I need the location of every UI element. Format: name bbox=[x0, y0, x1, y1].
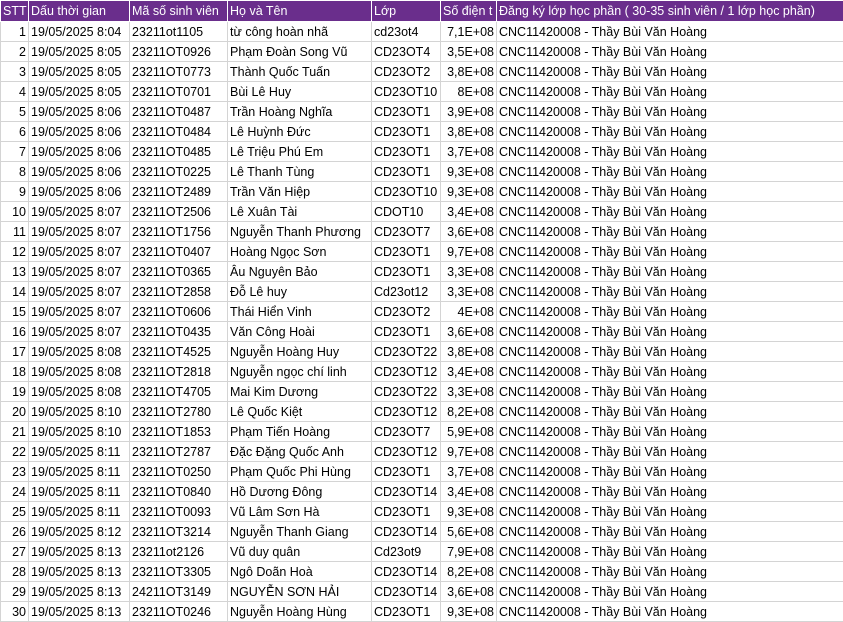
cell-stt[interactable]: 12 bbox=[1, 242, 29, 262]
cell-full-name[interactable]: Vũ Lâm Sơn Hà bbox=[228, 502, 372, 522]
cell-stt[interactable]: 2 bbox=[1, 42, 29, 62]
cell-course-registration[interactable]: CNC11420008 - Thầy Bùi Văn Hoàng bbox=[497, 562, 843, 582]
cell-class[interactable]: CD23OT1 bbox=[372, 142, 441, 162]
cell-full-name[interactable]: Nguyễn Hoàng Hùng bbox=[228, 602, 372, 622]
cell-stt[interactable]: 22 bbox=[1, 442, 29, 462]
cell-student-id[interactable]: 23211OT0093 bbox=[130, 502, 228, 522]
cell-student-id[interactable]: 23211OT0487 bbox=[130, 102, 228, 122]
cell-full-name[interactable]: Hoàng Ngọc Sơn bbox=[228, 242, 372, 262]
table-row bbox=[1, 582, 843, 602]
cell-stt[interactable]: 1 bbox=[1, 22, 29, 42]
cell-student-id[interactable]: 23211OT0926 bbox=[130, 42, 228, 62]
cell-student-id[interactable]: 23211OT2818 bbox=[130, 362, 228, 382]
cell-phone[interactable]: 8E+08 bbox=[441, 82, 497, 102]
cell-course-registration[interactable]: CNC11420008 - Thầy Bùi Văn Hoàng bbox=[497, 322, 843, 342]
cell-stt[interactable]: 5 bbox=[1, 102, 29, 122]
cell-student-id[interactable]: 23211OT0250 bbox=[130, 462, 228, 482]
cell-stt[interactable]: 17 bbox=[1, 342, 29, 362]
cell-course-registration[interactable]: CNC11420008 - Thầy Bùi Văn Hoàng bbox=[497, 442, 843, 462]
cell-timestamp[interactable]: 19/05/2025 8:06 bbox=[29, 102, 130, 122]
cell-student-id[interactable]: 23211OT0407 bbox=[130, 242, 228, 262]
cell-full-name[interactable]: Phạm Tiến Hoàng bbox=[228, 422, 372, 442]
cell-student-id[interactable]: 23211ot2126 bbox=[130, 542, 228, 562]
cell-phone[interactable]: 9,3E+08 bbox=[441, 162, 497, 182]
cell-full-name[interactable]: Nguyễn ngọc chí linh bbox=[228, 362, 372, 382]
table-row bbox=[1, 482, 843, 502]
cell-full-name[interactable]: Lê Quốc Kiệt bbox=[228, 402, 372, 422]
cell-phone[interactable]: 7,9E+08 bbox=[441, 542, 497, 562]
table-row bbox=[1, 22, 843, 42]
cell-full-name[interactable]: NGUYỄN SƠN HẢI bbox=[228, 582, 372, 602]
cell-full-name[interactable]: Thành Quốc Tuấn bbox=[228, 62, 372, 82]
cell-timestamp[interactable]: 19/05/2025 8:13 bbox=[29, 602, 130, 622]
cell-phone[interactable]: 3,4E+08 bbox=[441, 482, 497, 502]
cell-stt[interactable]: 9 bbox=[1, 182, 29, 202]
cell-timestamp[interactable]: 19/05/2025 8:05 bbox=[29, 42, 130, 62]
cell-class[interactable]: Cd23ot9 bbox=[372, 542, 441, 562]
cell-course-registration[interactable]: CNC11420008 - Thầy Bùi Văn Hoàng bbox=[497, 62, 843, 82]
cell-course-registration[interactable]: CNC11420008 - Thầy Bùi Văn Hoàng bbox=[497, 202, 843, 222]
table-row bbox=[1, 242, 843, 262]
cell-full-name[interactable]: Văn Công Hoài bbox=[228, 322, 372, 342]
cell-stt[interactable]: 18 bbox=[1, 362, 29, 382]
cell-course-registration[interactable]: CNC11420008 - Thầy Bùi Văn Hoàng bbox=[497, 242, 843, 262]
cell-stt[interactable]: 16 bbox=[1, 322, 29, 342]
cell-student-id[interactable]: 23211OT0365 bbox=[130, 262, 228, 282]
table-row bbox=[1, 362, 843, 382]
header-row bbox=[1, 1, 843, 22]
cell-phone[interactable]: 3,9E+08 bbox=[441, 102, 497, 122]
cell-timestamp[interactable]: 19/05/2025 8:07 bbox=[29, 222, 130, 242]
cell-stt[interactable]: 23 bbox=[1, 462, 29, 482]
cell-course-registration[interactable]: CNC11420008 - Thầy Bùi Văn Hoàng bbox=[497, 462, 843, 482]
cell-timestamp[interactable]: 19/05/2025 8:11 bbox=[29, 482, 130, 502]
table-row bbox=[1, 142, 843, 162]
cell-class[interactable]: CD23OT7 bbox=[372, 222, 441, 242]
table-row bbox=[1, 262, 843, 282]
cell-phone[interactable]: 8,2E+08 bbox=[441, 402, 497, 422]
cell-timestamp[interactable]: 19/05/2025 8:11 bbox=[29, 442, 130, 462]
cell-class[interactable]: CDOT10 bbox=[372, 202, 441, 222]
cell-timestamp[interactable]: 19/05/2025 8:06 bbox=[29, 142, 130, 162]
cell-course-registration[interactable]: CNC11420008 - Thầy Bùi Văn Hoàng bbox=[497, 342, 843, 362]
table-row bbox=[1, 122, 843, 142]
cell-class[interactable]: CD23OT4 bbox=[372, 42, 441, 62]
cell-course-registration[interactable]: CNC11420008 - Thầy Bùi Văn Hoàng bbox=[497, 182, 843, 202]
cell-phone[interactable]: 9,3E+08 bbox=[441, 602, 497, 622]
cell-student-id[interactable]: 23211OT2489 bbox=[130, 182, 228, 202]
table-row bbox=[1, 62, 843, 82]
table-row bbox=[1, 522, 843, 542]
cell-class[interactable]: CD23OT1 bbox=[372, 102, 441, 122]
cell-student-id[interactable]: 23211OT1853 bbox=[130, 422, 228, 442]
cell-class[interactable]: CD23OT1 bbox=[372, 162, 441, 182]
cell-course-registration[interactable]: CNC11420008 - Thầy Bùi Văn Hoàng bbox=[497, 382, 843, 402]
cell-stt[interactable]: 20 bbox=[1, 402, 29, 422]
cell-student-id[interactable]: 23211OT0840 bbox=[130, 482, 228, 502]
cell-class[interactable]: CD23OT1 bbox=[372, 502, 441, 522]
cell-student-id[interactable]: 23211OT2506 bbox=[130, 202, 228, 222]
cell-course-registration[interactable]: CNC11420008 - Thầy Bùi Văn Hoàng bbox=[497, 482, 843, 502]
table-body bbox=[1, 22, 843, 622]
cell-full-name[interactable]: Phạm Đoàn Song Vũ bbox=[228, 42, 372, 62]
cell-course-registration[interactable]: CNC11420008 - Thầy Bùi Văn Hoàng bbox=[497, 42, 843, 62]
cell-stt[interactable]: 19 bbox=[1, 382, 29, 402]
header-class[interactable]: Lớp bbox=[372, 1, 441, 22]
cell-timestamp[interactable]: 19/05/2025 8:06 bbox=[29, 122, 130, 142]
cell-stt[interactable]: 11 bbox=[1, 222, 29, 242]
cell-phone[interactable]: 7,1E+08 bbox=[441, 22, 497, 42]
table-row bbox=[1, 202, 843, 222]
cell-full-name[interactable]: từ công hoàn nhã bbox=[228, 22, 372, 42]
cell-class[interactable]: CD23OT12 bbox=[372, 442, 441, 462]
table-row bbox=[1, 282, 843, 302]
cell-course-registration[interactable]: CNC11420008 - Thầy Bùi Văn Hoàng bbox=[497, 162, 843, 182]
table-row bbox=[1, 502, 843, 522]
cell-phone[interactable]: 3,6E+08 bbox=[441, 582, 497, 602]
cell-stt[interactable]: 3 bbox=[1, 62, 29, 82]
cell-class[interactable]: CD23OT2 bbox=[372, 62, 441, 82]
cell-timestamp[interactable]: 19/05/2025 8:07 bbox=[29, 302, 130, 322]
cell-class[interactable]: CD23OT14 bbox=[372, 562, 441, 582]
cell-full-name[interactable]: Lê Xuân Tài bbox=[228, 202, 372, 222]
table-row bbox=[1, 442, 843, 462]
table-row bbox=[1, 562, 843, 582]
cell-course-registration[interactable]: CNC11420008 - Thầy Bùi Văn Hoàng bbox=[497, 82, 843, 102]
cell-full-name[interactable]: Lê Thanh Tùng bbox=[228, 162, 372, 182]
cell-class[interactable]: CD23OT14 bbox=[372, 582, 441, 602]
cell-phone[interactable]: 5,9E+08 bbox=[441, 422, 497, 442]
cell-class[interactable]: CD23OT1 bbox=[372, 462, 441, 482]
table-row bbox=[1, 382, 843, 402]
cell-class[interactable]: CD23OT12 bbox=[372, 362, 441, 382]
cell-timestamp[interactable]: 19/05/2025 8:11 bbox=[29, 462, 130, 482]
cell-stt[interactable]: 21 bbox=[1, 422, 29, 442]
cell-class[interactable]: CD23OT10 bbox=[372, 82, 441, 102]
cell-phone[interactable]: 3,7E+08 bbox=[441, 462, 497, 482]
table-row bbox=[1, 42, 843, 62]
cell-full-name[interactable]: Bùi Lê Huy bbox=[228, 82, 372, 102]
cell-student-id[interactable]: 23211OT2780 bbox=[130, 402, 228, 422]
cell-course-registration[interactable]: CNC11420008 - Thầy Bùi Văn Hoàng bbox=[497, 122, 843, 142]
cell-phone[interactable]: 5,6E+08 bbox=[441, 522, 497, 542]
cell-full-name[interactable]: Trần Hoàng Nghĩa bbox=[228, 102, 372, 122]
cell-full-name[interactable]: Phạm Quốc Phi Hùng bbox=[228, 462, 372, 482]
cell-class[interactable]: CD23OT1 bbox=[372, 602, 441, 622]
cell-timestamp[interactable]: 19/05/2025 8:07 bbox=[29, 282, 130, 302]
cell-timestamp[interactable]: 19/05/2025 8:10 bbox=[29, 402, 130, 422]
cell-stt[interactable]: 15 bbox=[1, 302, 29, 322]
cell-timestamp[interactable]: 19/05/2025 8:06 bbox=[29, 162, 130, 182]
table-row bbox=[1, 102, 843, 122]
cell-class[interactable]: CD23OT12 bbox=[372, 402, 441, 422]
cell-timestamp[interactable]: 19/05/2025 8:11 bbox=[29, 502, 130, 522]
cell-class[interactable]: CD23OT14 bbox=[372, 522, 441, 542]
cell-phone[interactable]: 9,3E+08 bbox=[441, 182, 497, 202]
cell-class[interactable]: CD23OT10 bbox=[372, 182, 441, 202]
table-row bbox=[1, 162, 843, 182]
cell-class[interactable]: Cd23ot12 bbox=[372, 282, 441, 302]
cell-stt[interactable]: 24 bbox=[1, 482, 29, 502]
cell-timestamp[interactable]: 19/05/2025 8:13 bbox=[29, 582, 130, 602]
cell-phone[interactable]: 3,8E+08 bbox=[441, 342, 497, 362]
cell-course-registration[interactable]: CNC11420008 - Thầy Bùi Văn Hoàng bbox=[497, 542, 843, 562]
cell-phone[interactable]: 3,5E+08 bbox=[441, 42, 497, 62]
cell-student-id[interactable]: 23211OT0484 bbox=[130, 122, 228, 142]
cell-phone[interactable]: 3,4E+08 bbox=[441, 202, 497, 222]
cell-timestamp[interactable]: 19/05/2025 8:05 bbox=[29, 82, 130, 102]
header-phone[interactable]: Số điện t bbox=[441, 1, 497, 22]
cell-timestamp[interactable]: 19/05/2025 8:07 bbox=[29, 322, 130, 342]
cell-full-name[interactable]: Mai Kim Dương bbox=[228, 382, 372, 402]
cell-student-id[interactable]: 23211OT0246 bbox=[130, 602, 228, 622]
cell-full-name[interactable]: Vũ duy quân bbox=[228, 542, 372, 562]
cell-student-id[interactable]: 23211OT4705 bbox=[130, 382, 228, 402]
cell-timestamp[interactable]: 19/05/2025 8:13 bbox=[29, 542, 130, 562]
cell-full-name[interactable]: Hồ Dương Đông bbox=[228, 482, 372, 502]
cell-full-name[interactable]: Trần Văn Hiệp bbox=[228, 182, 372, 202]
cell-full-name[interactable]: Âu Nguyên Bảo bbox=[228, 262, 372, 282]
cell-phone[interactable]: 3,3E+08 bbox=[441, 382, 497, 402]
cell-student-id[interactable]: 23211OT0485 bbox=[130, 142, 228, 162]
cell-stt[interactable]: 10 bbox=[1, 202, 29, 222]
cell-phone[interactable]: 9,3E+08 bbox=[441, 502, 497, 522]
cell-student-id[interactable]: 23211OT1756 bbox=[130, 222, 228, 242]
cell-class[interactable]: CD23OT1 bbox=[372, 322, 441, 342]
cell-class[interactable]: CD23OT1 bbox=[372, 262, 441, 282]
cell-timestamp[interactable]: 19/05/2025 8:07 bbox=[29, 262, 130, 282]
cell-phone[interactable]: 4E+08 bbox=[441, 302, 497, 322]
cell-stt[interactable]: 28 bbox=[1, 562, 29, 582]
cell-timestamp[interactable]: 19/05/2025 8:08 bbox=[29, 342, 130, 362]
cell-student-id[interactable]: 23211OT0225 bbox=[130, 162, 228, 182]
cell-stt[interactable]: 27 bbox=[1, 542, 29, 562]
cell-class[interactable]: CD23OT1 bbox=[372, 242, 441, 262]
cell-full-name[interactable]: Lê Triệu Phú Em bbox=[228, 142, 372, 162]
cell-timestamp[interactable]: 19/05/2025 8:13 bbox=[29, 562, 130, 582]
cell-timestamp[interactable]: 19/05/2025 8:07 bbox=[29, 202, 130, 222]
cell-course-registration[interactable]: CNC11420008 - Thầy Bùi Văn Hoàng bbox=[497, 302, 843, 322]
cell-phone[interactable]: 8,2E+08 bbox=[441, 562, 497, 582]
cell-phone[interactable]: 9,7E+08 bbox=[441, 442, 497, 462]
cell-course-registration[interactable]: CNC11420008 - Thầy Bùi Văn Hoàng bbox=[497, 102, 843, 122]
cell-phone[interactable]: 3,3E+08 bbox=[441, 262, 497, 282]
cell-student-id[interactable]: 23211OT2858 bbox=[130, 282, 228, 302]
cell-student-id[interactable]: 23211OT3214 bbox=[130, 522, 228, 542]
cell-phone[interactable]: 3,7E+08 bbox=[441, 142, 497, 162]
cell-timestamp[interactable]: 19/05/2025 8:07 bbox=[29, 242, 130, 262]
cell-course-registration[interactable]: CNC11420008 - Thầy Bùi Văn Hoàng bbox=[497, 282, 843, 302]
cell-student-id[interactable]: 23211OT0435 bbox=[130, 322, 228, 342]
cell-stt[interactable]: 7 bbox=[1, 142, 29, 162]
cell-stt[interactable]: 8 bbox=[1, 162, 29, 182]
cell-class[interactable]: CD23OT2 bbox=[372, 302, 441, 322]
cell-course-registration[interactable]: CNC11420008 - Thầy Bùi Văn Hoàng bbox=[497, 602, 843, 622]
table-row bbox=[1, 402, 843, 422]
cell-full-name[interactable]: Ngô Doãn Hoà bbox=[228, 562, 372, 582]
cell-stt[interactable]: 4 bbox=[1, 82, 29, 102]
cell-timestamp[interactable]: 19/05/2025 8:12 bbox=[29, 522, 130, 542]
table-row bbox=[1, 182, 843, 202]
cell-stt[interactable]: 14 bbox=[1, 282, 29, 302]
cell-timestamp[interactable]: 19/05/2025 8:10 bbox=[29, 422, 130, 442]
table-row bbox=[1, 462, 843, 482]
cell-course-registration[interactable]: CNC11420008 - Thầy Bùi Văn Hoàng bbox=[497, 522, 843, 542]
cell-full-name[interactable]: Nguyễn Hoàng Huy bbox=[228, 342, 372, 362]
cell-student-id[interactable]: 23211OT2787 bbox=[130, 442, 228, 462]
cell-phone[interactable]: 3,8E+08 bbox=[441, 122, 497, 142]
cell-phone[interactable]: 3,6E+08 bbox=[441, 322, 497, 342]
cell-full-name[interactable]: Đặc Đặng Quốc Anh bbox=[228, 442, 372, 462]
table-row bbox=[1, 222, 843, 242]
cell-class[interactable]: CD23OT7 bbox=[372, 422, 441, 442]
table-row bbox=[1, 542, 843, 562]
cell-stt[interactable]: 29 bbox=[1, 582, 29, 602]
cell-full-name[interactable]: Thái Hiển Vinh bbox=[228, 302, 372, 322]
cell-phone[interactable]: 3,6E+08 bbox=[441, 222, 497, 242]
cell-full-name[interactable]: Nguyễn Thanh Phương bbox=[228, 222, 372, 242]
cell-student-id[interactable]: 23211OT4525 bbox=[130, 342, 228, 362]
header-full-name[interactable]: Họ và Tên bbox=[228, 1, 372, 22]
cell-course-registration[interactable]: CNC11420008 - Thầy Bùi Văn Hoàng bbox=[497, 502, 843, 522]
cell-phone[interactable]: 3,3E+08 bbox=[441, 282, 497, 302]
header-timestamp[interactable]: Dấu thời gian bbox=[29, 1, 130, 22]
header-stt[interactable]: STT bbox=[1, 1, 29, 22]
cell-stt[interactable]: 13 bbox=[1, 262, 29, 282]
cell-class[interactable]: CD23OT22 bbox=[372, 382, 441, 402]
cell-full-name[interactable]: Đỗ Lê huy bbox=[228, 282, 372, 302]
cell-phone[interactable]: 9,7E+08 bbox=[441, 242, 497, 262]
cell-stt[interactable]: 30 bbox=[1, 602, 29, 622]
cell-course-registration[interactable]: CNC11420008 - Thầy Bùi Văn Hoàng bbox=[497, 142, 843, 162]
header-student-id[interactable]: Mã số sinh viên bbox=[130, 1, 228, 22]
cell-full-name[interactable]: Nguyễn Thanh Giang bbox=[228, 522, 372, 542]
table-row bbox=[1, 302, 843, 322]
cell-student-id[interactable]: 23211OT3305 bbox=[130, 562, 228, 582]
table-row bbox=[1, 602, 843, 622]
cell-course-registration[interactable]: CNC11420008 - Thầy Bùi Văn Hoàng bbox=[497, 402, 843, 422]
cell-stt[interactable]: 25 bbox=[1, 502, 29, 522]
cell-student-id[interactable]: 23211OT0701 bbox=[130, 82, 228, 102]
cell-course-registration[interactable]: CNC11420008 - Thầy Bùi Văn Hoàng bbox=[497, 362, 843, 382]
cell-student-id[interactable]: 23211OT0606 bbox=[130, 302, 228, 322]
cell-timestamp[interactable]: 19/05/2025 8:05 bbox=[29, 62, 130, 82]
header-course-registration[interactable]: Đăng ký lớp học phần ( 30-35 sinh viên / 1 lớp học phần) bbox=[497, 1, 843, 22]
cell-student-id[interactable]: 23211OT0773 bbox=[130, 62, 228, 82]
table-row bbox=[1, 82, 843, 102]
cell-class[interactable]: CD23OT14 bbox=[372, 482, 441, 502]
cell-student-id[interactable]: 23211ot1105 bbox=[130, 22, 228, 42]
cell-full-name[interactable]: Lê Huỳnh Đức bbox=[228, 122, 372, 142]
cell-stt[interactable]: 6 bbox=[1, 122, 29, 142]
cell-class[interactable]: cd23ot4 bbox=[372, 22, 441, 42]
table-row bbox=[1, 422, 843, 442]
cell-course-registration[interactable]: CNC11420008 - Thầy Bùi Văn Hoàng bbox=[497, 22, 843, 42]
cell-student-id[interactable]: 24211OT3149 bbox=[130, 582, 228, 602]
cell-class[interactable]: CD23OT1 bbox=[372, 122, 441, 142]
cell-course-registration[interactable]: CNC11420008 - Thầy Bùi Văn Hoàng bbox=[497, 222, 843, 242]
table-row bbox=[1, 322, 843, 342]
cell-course-registration[interactable]: CNC11420008 - Thầy Bùi Văn Hoàng bbox=[497, 582, 843, 602]
cell-course-registration[interactable]: CNC11420008 - Thầy Bùi Văn Hoàng bbox=[497, 262, 843, 282]
cell-phone[interactable]: 3,8E+08 bbox=[441, 62, 497, 82]
table-row bbox=[1, 342, 843, 362]
cell-timestamp[interactable]: 19/05/2025 8:06 bbox=[29, 182, 130, 202]
cell-stt[interactable]: 26 bbox=[1, 522, 29, 542]
cell-class[interactable]: CD23OT22 bbox=[372, 342, 441, 362]
cell-timestamp[interactable]: 19/05/2025 8:08 bbox=[29, 382, 130, 402]
cell-course-registration[interactable]: CNC11420008 - Thầy Bùi Văn Hoàng bbox=[497, 422, 843, 442]
cell-timestamp[interactable]: 19/05/2025 8:04 bbox=[29, 22, 130, 42]
cell-timestamp[interactable]: 19/05/2025 8:08 bbox=[29, 362, 130, 382]
cell-phone[interactable]: 3,4E+08 bbox=[441, 362, 497, 382]
